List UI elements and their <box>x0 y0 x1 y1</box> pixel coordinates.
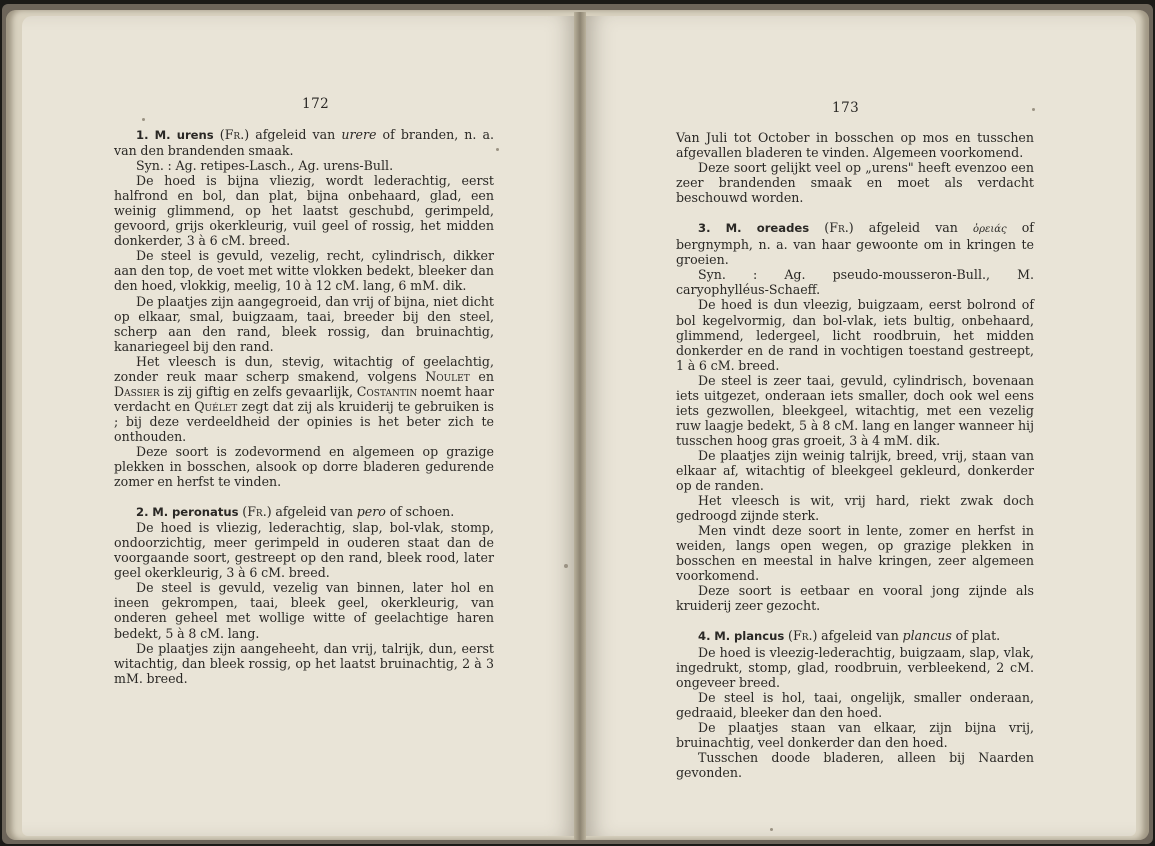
species-entry-heading: 4. M. plancus (Fr.) afgeleid van plancus of plat. <box>698 628 1001 644</box>
paragraph <box>114 354 494 444</box>
paragraph: De hoed is vliezig, lederachtig, slap, bol-vlak, stomp, ondoorzichtig, meer gerimpeld in ouderen staat dan de voorgaande soort, gestreept op den rand, bleek rood, later geel okerkleurig, 3 à 6 cM. breed. <box>114 520 494 581</box>
paragraph: De plaatjes zijn aangegroeid, dan vrij of bijna, niet dicht op elkaar, smal, buigzaam, taai, breeder bij den steel, scherp aan den rand, bleek rossig, dan bruinachtig, kanariegeel bij den rand. <box>114 293 494 354</box>
left-page <box>22 16 578 836</box>
paragraph: De plaatjes staan van elkaar, zijn bijna vrij, bruinachtig, veel donkerder dan den hoed. <box>676 719 1034 750</box>
author-abbrev: Fr. <box>792 628 813 644</box>
paragraph: Syn. : Ag. pseudo-mousseron-Bull., M. caryophylléus-Schaeff. <box>676 267 1034 298</box>
paragraph: Van Juli tot October in bosschen op mos en tusschen afgevallen bladeren te vinden. Algemeen voorkomend. <box>676 130 1034 161</box>
paragraph: Deze soort is eetbaar en vooral jong zijnde als kruiderij zeer gezocht. <box>676 583 1034 614</box>
entry-text: afgeleid van <box>853 220 974 236</box>
paragraph: De steel is zeer taai, gevuld, cylindrisch, bovenaan iets uitgezet, onderaan iets smaller, doch ook wel eens iets gezwollen, bleekgeel, witachtig, met een vezelig ruw laagje bedekt, 5 à 8 cM. lang en langer wanneer hij tusschen hoog gras groeit, 3 à 4 mM. dik. <box>676 372 1034 448</box>
entry-text: of bergnymph, n. a. van haar gewoonte om in kringen te groeien. <box>676 220 1034 268</box>
page-number-left: 172 <box>302 96 330 112</box>
species-epithet: urens <box>176 128 214 142</box>
species-number: 1. <box>136 128 149 142</box>
paragraph: De hoed is bijna vliezig, wordt lederachtig, eerst halfrond en bol, dan plat, bijna onbehaard, glad, een weinig glimmend, op het laatst geschubd, gerimpeld, gevoord, grijs okerkleurig, vuil geel of rossig, het midden donkerder, 3 à 6 cM. breed. <box>114 173 494 249</box>
species-epithet: oreades <box>756 221 810 236</box>
paragraph: De plaatjes zijn weinig talrijk, breed, vrij, staan van elkaar af, witachtig of bleekgeel gekleurd, donkerder op de randen. <box>676 447 1034 494</box>
entry-text: afgeleid van <box>817 628 903 644</box>
paragraph: Tusschen doode bladeren, alleen bij Naarden gevonden. <box>676 749 1034 780</box>
book-gutter <box>574 12 586 840</box>
author-abbrev: Fr. <box>224 127 245 142</box>
species-entry-heading: 2. M. peronatus (Fr.) afgeleid van pero of schoen. <box>136 504 455 520</box>
paragraph: De plaatjes zijn aangeheeht, dan vrij, talrijk, dun, eerst witachtig, dan bleek rossig, op het laatst bruinachtig, 2 à 3 mM. breed. <box>114 640 494 686</box>
species-number: 4. <box>698 629 711 644</box>
paragraph-text: zegt dat zij als kruiderij te gebruiken is ; bij deze verdeeldheid der opinies is het beter zich te onthouden. <box>114 398 494 444</box>
species-name <box>698 629 784 643</box>
paragraph: De steel is gevuld, vezelig van binnen, later hol en ineen gekrompen, taai, bleek geel, okerkleurig, van onderen geheel met wollige witte of geelachtige haren bedekt, 5 à 8 cM. lang. <box>114 580 494 641</box>
species-name <box>136 505 239 519</box>
paper-speck <box>142 118 145 121</box>
left-page-text <box>114 127 494 686</box>
paragraph: De hoed is dun vleezig, buigzaam, eerst bolrond of bol kegelvormig, dan bol-vlak, iets bultig, onbehaard, glimmend, ledergeel, licht roodbruin, het midden donkerder en de rand in vochtigen toestand gestreept, 1 à 6 cM. breed. <box>676 297 1034 373</box>
paragraph: Men vindt deze soort in lente, zomer en herfst in weiden, langs open wegen, op grazige plekken in bosschen en meestal in halve kringen, zeer algemeen voorkomend. <box>676 523 1034 584</box>
author-abbrev: Fr. <box>829 220 849 236</box>
genus-abbrev: M. <box>154 128 171 142</box>
author-name: Dassier <box>114 383 160 399</box>
paragraph: Het vleesch is wit, vrij hard, riekt zwak doch gedroogd zijnde sterk. <box>676 493 1034 524</box>
paragraph-text: is zij giftig en zelfs gevaarlijk, <box>159 383 357 399</box>
entry-text: afgeleid van <box>271 504 357 520</box>
etymology-word: plancus <box>902 628 952 644</box>
author-name: Quélet <box>194 398 238 414</box>
species-name <box>136 128 214 142</box>
paper-speck <box>770 828 773 831</box>
entry-text: of branden, n. a. van den brandenden smaak. <box>114 127 494 159</box>
right-page <box>584 16 1136 836</box>
paper-speck <box>1032 108 1035 111</box>
entry-text: of plat. <box>951 628 1001 644</box>
paragraph: De steel is hol, taai, ongelijk, smaller onderaan, gedraaid, bleeker dan den hoed. <box>676 689 1034 720</box>
species-number: 3. <box>698 221 711 236</box>
entry-text: afgeleid van <box>249 127 342 142</box>
entry-text: of schoen. <box>385 504 455 520</box>
species-entry-heading: 3. M. oreades (Fr.) afgeleid van ὀρειάς of bergnymph, n. a. van haar gewoonte om in kringen te groeien. <box>676 220 1034 268</box>
species-epithet: peronatus <box>171 505 239 520</box>
paragraph: Syn. : Ag. retipes-Lasch., Ag. urens-Bull. <box>136 158 394 174</box>
author-abbrev: Fr. <box>247 504 267 520</box>
genus-abbrev: M. <box>714 629 731 644</box>
paragraph: De steel is gevuld, vezelig, recht, cylindrisch, dikker aan den top, de voet met witte vlokken bedekt, bleeker dan den hoed, vlokkig, meelig, 10 à 12 cM. lang, 6 mM. dik. <box>114 248 494 294</box>
species-name <box>698 221 809 235</box>
etymology-word-greek: ὀρειάς <box>973 224 1007 236</box>
paragraph: De hoed is vleezig-lederachtig, buigzaam, slap, vlak, ingedrukt, stomp, glad, roodbruin, verbleekend, 2 cM. ongeveer breed. <box>676 644 1034 690</box>
author-name: Costantin <box>356 383 418 399</box>
paper-speck <box>564 564 568 568</box>
species-number: 2. <box>136 505 149 520</box>
genus-abbrev: M. <box>152 505 169 520</box>
etymology-word: urere <box>341 127 377 142</box>
species-epithet: plancus <box>733 629 785 644</box>
paragraph: Deze soort is zodevormend en algemeen op grazige plekken in bosschen, alsook op dorre bladeren gedurende zomer en herfst te vinden. <box>114 443 494 490</box>
author-name: Noulet <box>425 368 470 384</box>
paragraph-text: Het vleesch is dun, stevig, witachtig of geelachtig, zonder reuk maar scherp smakend, volgens <box>114 353 494 384</box>
right-page-text <box>676 130 1034 780</box>
paragraph-text: en <box>469 368 494 384</box>
species-entry-heading: 1. M. urens (Fr.) afgeleid van urere of branden, n. a. van den brandenden smaak. <box>114 127 494 159</box>
paragraph: Deze soort gelijkt veel op „urens" heeft evenzoo een zeer brandenden smaak en moet als verdacht beschouwd worden. <box>676 160 1034 206</box>
genus-abbrev: M. <box>725 221 742 236</box>
paragraph-text: noemt haar verdacht en <box>114 383 495 414</box>
page-number-right: 173 <box>832 100 860 116</box>
paper-speck <box>496 148 499 151</box>
etymology-word: pero <box>356 504 386 520</box>
